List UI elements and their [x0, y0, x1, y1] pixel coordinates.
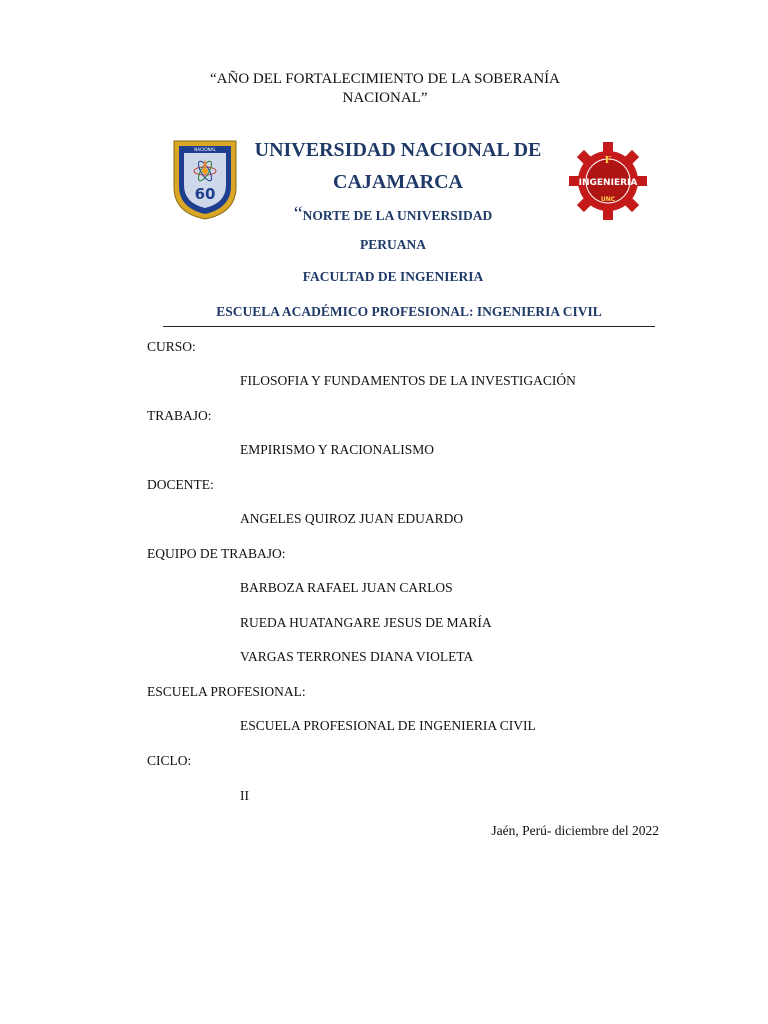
slogan-line-1: NORTE DE LA UNIVERSIDAD — [302, 208, 493, 223]
place-date: Jaén, Perú- diciembre del 2022 — [491, 823, 659, 838]
svg-text:NACIONAL: NACIONAL — [194, 147, 216, 152]
slogan-line-2: PERUANA — [360, 237, 426, 252]
svg-text:UNC: UNC — [600, 196, 616, 203]
slogan-quote-mark: “ — [293, 203, 303, 225]
equipo-member: RUEDA HUATANGARE JESUS DE MARÍA — [240, 615, 492, 630]
escuela-value: ESCUELA PROFESIONAL DE INGENIERIA CIVIL — [240, 718, 536, 733]
curso-value: FILOSOFIA Y FUNDAMENTOS DE LA INVESTIGACIÓN — [240, 373, 576, 388]
curso-label: CURSO: — [147, 339, 196, 354]
svg-text:INGENIERIA: INGENIERIA — [578, 178, 638, 188]
university-name-line-2: CAJAMARCA — [333, 171, 463, 193]
motto-line-2: NACIONAL” — [342, 90, 428, 106]
university-name — [248, 134, 548, 198]
ingenieria-gear-logo — [568, 141, 648, 221]
university-slogan — [248, 200, 538, 259]
motto-line-1: “AÑO DEL FORTALECIMIENTO DE LA SOBERANÍA — [210, 71, 560, 87]
national-motto — [150, 70, 620, 108]
equipo-label: EQUIPO DE TRABAJO: — [147, 546, 286, 561]
svg-text:F: F — [604, 156, 612, 166]
ciclo-label: CICLO: — [147, 753, 192, 768]
faculty-name: FACULTAD DE INGENIERIA — [302, 269, 484, 284]
unc-shield-logo — [172, 137, 238, 221]
ciclo-value: II — [240, 788, 249, 803]
header-divider — [163, 326, 655, 327]
trabajo-value: EMPIRISMO Y RACIONALISMO — [240, 442, 435, 457]
trabajo-label: TRABAJO: — [147, 408, 212, 423]
svg-text:60: 60 — [194, 185, 216, 203]
university-name-line-1: UNIVERSIDAD NACIONAL DE — [254, 139, 542, 161]
equipo-member: VARGAS TERRONES DIANA VIOLETA — [240, 649, 474, 664]
school-name: ESCUELA ACADÉMICO PROFESIONAL: INGENIERIA CIVIL — [216, 304, 602, 319]
escuela-label: ESCUELA PROFESIONAL: — [147, 684, 306, 699]
equipo-member: BARBOZA RAFAEL JUAN CARLOS — [240, 580, 453, 595]
docente-label: DOCENTE: — [147, 477, 214, 492]
docente-value: ANGELES QUIROZ JUAN EDUARDO — [240, 511, 464, 526]
